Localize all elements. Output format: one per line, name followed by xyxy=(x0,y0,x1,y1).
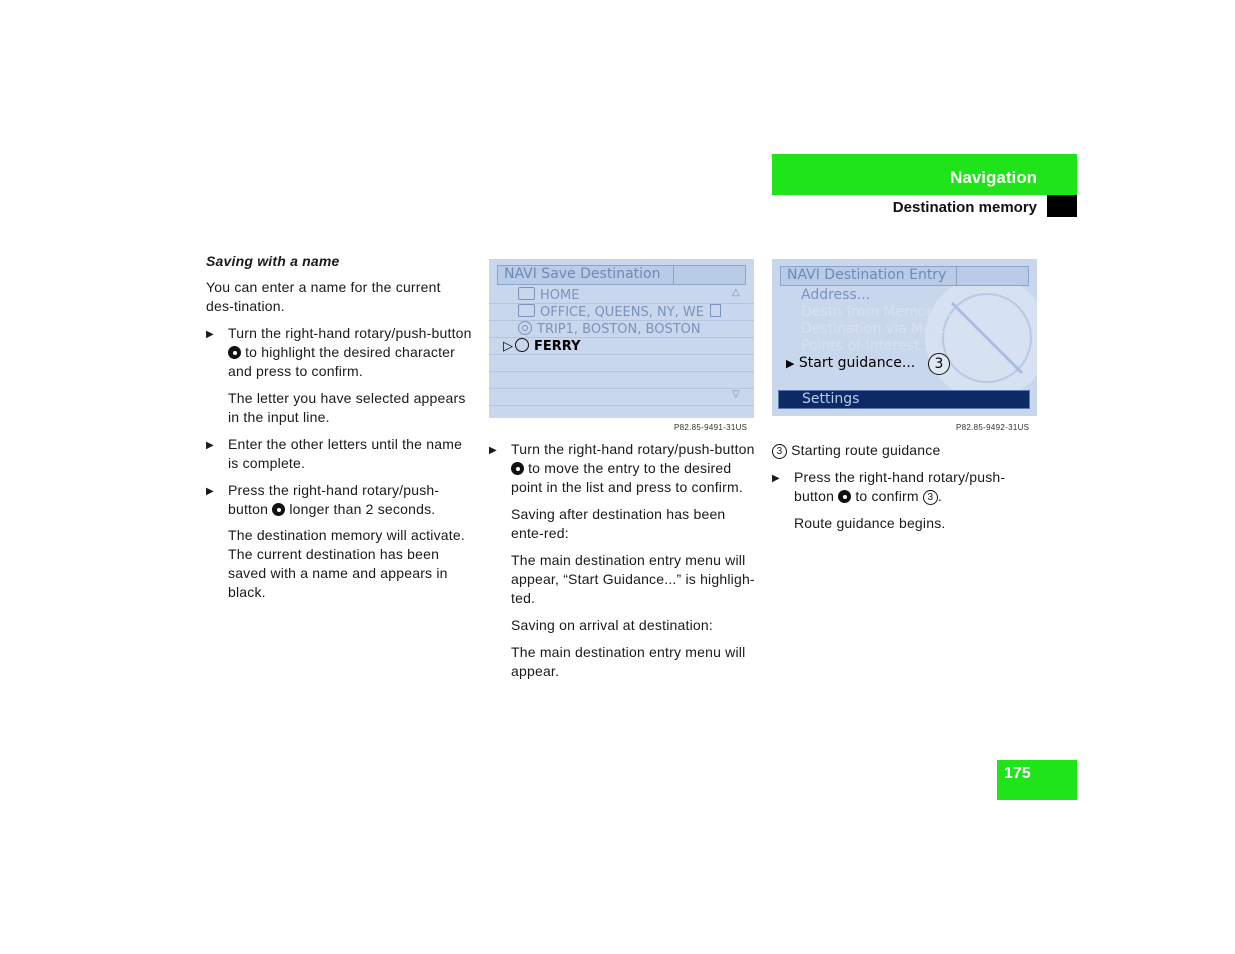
cursor-arrow-icon: ▶ xyxy=(786,357,795,370)
list-item[interactable]: HOME xyxy=(518,287,579,303)
intro-text: You can enter a name for the current des-tination. xyxy=(206,279,441,314)
menu-item-start-guidance[interactable]: ▶ Start guidance... xyxy=(786,355,916,371)
globe-icon xyxy=(515,338,529,352)
middle-column xyxy=(489,440,759,681)
header-marker xyxy=(1047,195,1077,217)
callout-3: 3 xyxy=(928,353,950,375)
callout-3-icon: 3 xyxy=(923,490,938,505)
bullet-arrow-icon: ▶ xyxy=(206,486,214,497)
note-memory-activates: The destination memory will activate. The current destination has been saved with a name and appears in black. xyxy=(228,527,465,600)
rotary-knob-icon xyxy=(228,346,241,359)
list-item[interactable]: OFFICE, QUEENS, NY, WE xyxy=(518,304,721,320)
step-move-entry: ▶ Turn the right-hand rotary/push-button to move the entry to the desired point in the list and press to confirm. xyxy=(489,441,755,495)
figure-code: P82.85-9491-31US xyxy=(674,423,748,432)
bullet-arrow-icon: ▶ xyxy=(206,440,214,451)
menu-item-destn-memory[interactable]: Destn from Memory... xyxy=(801,304,952,320)
saving-arrival-text: Saving on arrival at destination: xyxy=(511,617,713,633)
screen-title-bar xyxy=(497,265,746,285)
rotary-knob-icon xyxy=(511,462,524,475)
screen-title-bar xyxy=(780,266,1029,286)
address-icon xyxy=(518,304,535,317)
menu-item-destination-map[interactable]: Destination via Map... xyxy=(801,321,954,337)
section-header xyxy=(772,154,1077,195)
rotary-knob-icon xyxy=(272,503,285,516)
step-press-knob: ▶ Press the right-hand rotary/push-button longer than 2 seconds. xyxy=(206,482,440,517)
address-icon xyxy=(518,287,535,300)
callout-3-icon: 3 xyxy=(772,444,787,459)
section-heading: Saving with a name xyxy=(206,253,340,269)
step-turn-knob: ▶ Turn the right-hand rotary/push-button to highlight the desired character and press to confirm. xyxy=(206,325,472,379)
left-column xyxy=(206,252,472,602)
bullet-arrow-icon: ▶ xyxy=(489,445,497,456)
legend-starting-guidance: 3 Starting route guidance xyxy=(772,441,1037,460)
section-title: Navigation xyxy=(950,168,1037,187)
saving-after-text: Saving after destination has been ente-red: xyxy=(511,506,726,541)
subsection-title: Destination memory xyxy=(892,199,1037,216)
screen-title: NAVI Destination Entry xyxy=(787,267,947,283)
figure-code: P82.85-9492-31US xyxy=(956,423,1030,432)
list-item-selected[interactable]: ▷ FERRY xyxy=(503,339,581,354)
save-destination-screen xyxy=(489,259,754,418)
menu-item-settings[interactable]: Settings xyxy=(778,390,1030,409)
step-confirm: ▶ Press the right-hand rotary/push- button to confirm 3 . xyxy=(772,469,1006,504)
note-letter-appears: The letter you have selected appears in the input line. xyxy=(228,390,466,425)
cursor-arrow-icon: ▷ xyxy=(503,339,513,354)
route-begins-text: Route guidance begins. xyxy=(794,515,946,531)
page-number-box xyxy=(997,760,1077,800)
rotary-knob-icon xyxy=(838,490,851,503)
right-column xyxy=(772,441,1037,533)
target-icon xyxy=(518,321,532,335)
destination-entry-screen xyxy=(772,259,1037,416)
scroll-down-icon: ▽ xyxy=(732,389,740,400)
compass-background-icon xyxy=(922,273,1037,403)
menu-appears-text-2: The main destination entry menu will appear. xyxy=(511,644,746,679)
step-enter-letters: ▶ Enter the other letters until the name is complete. xyxy=(206,436,463,471)
screen-title: NAVI Save Destination xyxy=(504,266,661,282)
note-icon xyxy=(710,304,721,317)
scroll-up-icon: △ xyxy=(732,287,740,298)
list-item[interactable]: TRIP1, BOSTON, BOSTON xyxy=(518,321,701,337)
bullet-arrow-icon: ▶ xyxy=(772,473,780,484)
menu-appears-text: The main destination entry menu will appear, “Start Guidance...” is highligh-ted. xyxy=(511,552,755,606)
menu-item-points-interest[interactable]: Points of Interest... xyxy=(801,338,933,354)
bullet-arrow-icon: ▶ xyxy=(206,329,214,340)
menu-item-address[interactable]: Address... xyxy=(801,287,871,303)
page-number: 175 xyxy=(1004,765,1031,782)
